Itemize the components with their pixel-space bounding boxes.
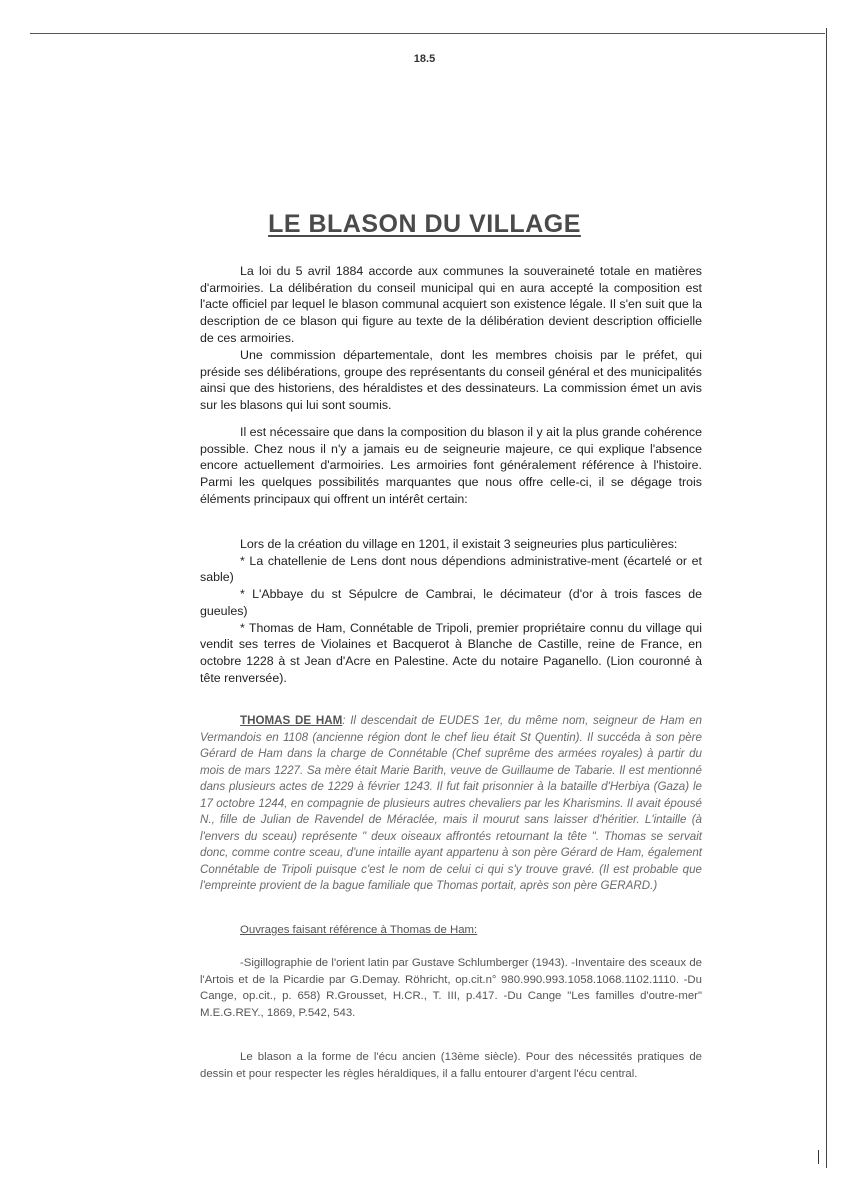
paragraph-coherence: Il est nécessaire que dans la composition du blason il y ait la plus grande cohérence possible. Chez nous il n'y a jamais eu de seigneurie majeure, ce qui explique l'absence encore actuellement d'armoiries. Les armoiries font généralement référence à l'histoire. Parmi les quelques possibilités marquantes que nous offre celle-ci, il se dégage trois éléments principaux qui offrent un intérêt certain:: [200, 425, 702, 506]
paragraph-commission: Une commission départementale, dont les membres choisis par le préfet, qui préside ses délibérations, groupe des représentants du conseil général et des municipalités ainsi que des historiens, des héraldistes et des dessinateurs. La commission émet un avis sur les blasons qui lui sont soumis.: [200, 348, 702, 413]
works-heading-block: [200, 922, 702, 939]
thomas-heading: THOMAS DE HAM: [240, 714, 343, 727]
paragraph-loi-1884: La loi du 5 avril 1884 accorde aux communes la souveraineté totale en matières d'armoiries. La délibération du conseil municipal qui en aura accepté la composition est l'acte officiel par lequel le blason communal acquiert son existence légale. Il s'en suit que la description de ce blason qui figure au texte de la délibération devient description officielle de ces armoiries.: [200, 264, 702, 345]
works-heading: Ouvrages faisant référence à Thomas de Ham:: [240, 924, 478, 936]
paragraph-works: -Sigillographie de l'orient latin par Gustave Schlumberger (1943). -Inventaire des sceaux de l'Artois et de la Picardie par G.Demay. Röhricht, op.cit.n° 980.990.993.1058.1068.1102.1110. -Du Cange, op.cit., p. 658) R.Grousset, H.CR., T. III, p.417. -Du Cange "Les familles d'outre-mer" M.E.G.REY., 1869, P.542, 543.: [200, 957, 702, 1019]
paragraph-seigneuries: [200, 536, 702, 686]
paragraph-thomas-de-ham: THOMAS DE HAM: Il descendait de EUDES 1er, du même nom, seigneur de Ham en Vermandois en 1108 (ancienne région dont le chef lieu était St Quentin). Il succéda à son père Gérard de Ham dans la charge de Connétable (Chef suprême des armées royales) à partir du mois de mars 1227. Sa mère était Marie Barith, veuve de Guillaume de Tabarie. Il est mentionné dans plusieurs actes de 1229 à février 1243. Il fut fait prisonnier à la bataille d'Herbiya (Gaza) le 17 octobre 1244, en compagnie de plusieurs autres chevaliers par les Kharismins. Il avait épousé N., fille de Julian de Ravendel de Méraclée, mais il mourut sans laisser d'héritier. L'intaille (à l'envers du sceau) représente " deux oiseaux affrontés retournant la tête ". Thomas se servait donc, comme contre sceau, d'une intaille ayant appartenu à son père Gérard de Ham, également Connétable de Tripoli puisque c'est le nom de celui ci qui s'y trouve gravé. (Il est probable que l'empreinte provient de la bague familiale que Thomas portait, après son père GERARD.): [200, 714, 702, 892]
page-title: LE BLASON DU VILLAGE: [268, 210, 581, 238]
paragraph-final: Le blason a la forme de l'écu ancien (13ème siècle). Pour des nécessités pratiques de dessin et pour respecter les règles héraldiques, il a fallu entourer d'argent l'écu central.: [200, 1051, 702, 1080]
seigneurie-lens: * La chatellenie de Lens dont nous dépendions administrative-ment (écartelé or et sable): [200, 553, 702, 585]
seigneurie-abbaye: * L'Abbaye du st Sépulcre de Cambrai, le décimateur (d'or à trois fasces de gueules): [200, 587, 702, 618]
seigneurie-thomas-de-ham: * Thomas de Ham, Connétable de Tripoli, premier propriétaire connu du village qui vendit ses terres de Violaines et Bacquerot à Blanche de Castille, reine de France, en octobre 1228 à st Jean d'Acre en Palestine. Acte du notaire Paganello. (Lion couronné à tête renversée).: [200, 620, 702, 685]
page-number: 18.5: [413, 53, 436, 65]
right-rule: [826, 28, 827, 1168]
top-rule: [30, 33, 825, 34]
margin-mark: [818, 1150, 819, 1164]
seigneuries-intro: Lors de la création du village en 1201, il existait 3 seigneuries plus particulières:: [240, 537, 678, 551]
